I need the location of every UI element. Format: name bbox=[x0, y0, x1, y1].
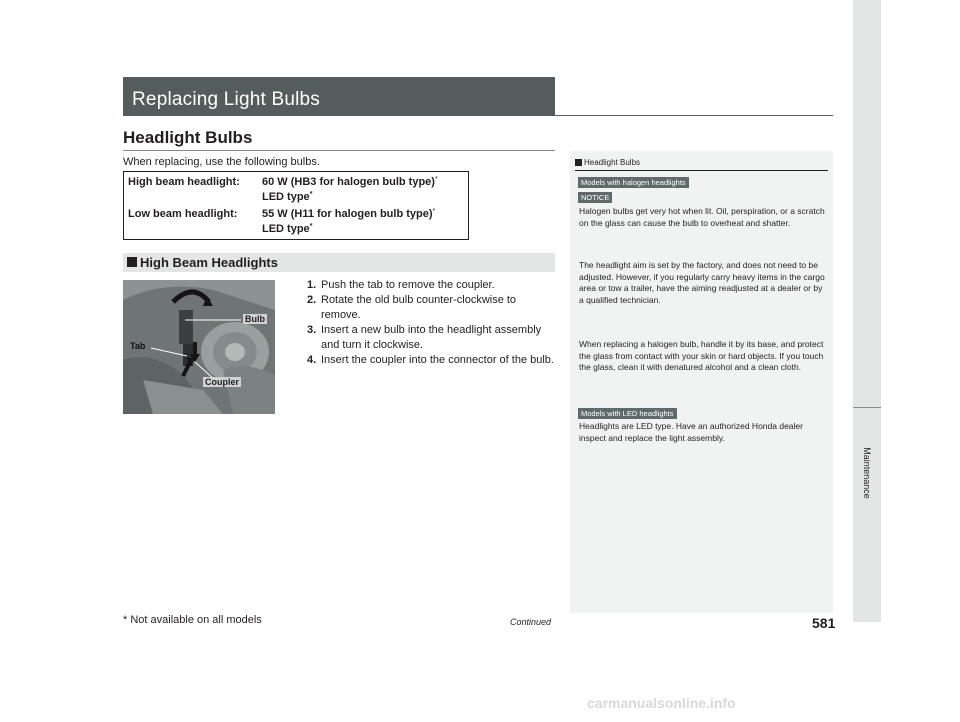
footnote-mark: * bbox=[309, 223, 313, 230]
bulb-value: 55 W (H11 for halogen bulb type) bbox=[262, 208, 433, 220]
bulb-value-led: LED type* bbox=[262, 191, 313, 203]
subsection-banner bbox=[123, 253, 555, 272]
side-paragraph: The headlight aim is set by the factory, and does not need to be adjusted. However, if you regularly carry heavy items in the cargo area or tow a trailer, have the aiming readjusted at a dealer or by a qualified technician. bbox=[579, 260, 825, 305]
step-item: 4. Insert the coupler into the connector of the bulb. bbox=[307, 354, 554, 366]
subsection-title: High Beam Headlights bbox=[140, 255, 278, 270]
bulb-label: High beam headlight: bbox=[128, 176, 240, 188]
footnote-mark: * bbox=[309, 191, 313, 198]
reference-icon bbox=[575, 159, 582, 166]
headlight-photo bbox=[123, 280, 275, 414]
label-coupler: Coupler bbox=[205, 377, 240, 387]
watermark: carmanualsonline.info bbox=[587, 695, 736, 711]
footnote-mark: * bbox=[434, 176, 438, 183]
chapter-tab-strip bbox=[853, 0, 881, 408]
bulb-spec-table bbox=[123, 171, 469, 240]
procedure-steps bbox=[307, 278, 555, 368]
section-banner bbox=[123, 77, 555, 116]
page-heading: Headlight Bulbs bbox=[123, 128, 253, 147]
label-tab: Tab bbox=[130, 341, 146, 351]
page-number: 581 bbox=[812, 615, 836, 631]
label-bulb: Bulb bbox=[245, 314, 265, 324]
bulb-row-low bbox=[128, 208, 435, 220]
step-item: 3. Insert a new bulb into the headlight assembly and turn it clockwise. bbox=[307, 324, 542, 351]
intro-text: When replacing, use the following bulbs. bbox=[123, 156, 320, 168]
footnote-mark: * bbox=[432, 208, 436, 215]
section-title: Replacing Light Bulbs bbox=[132, 89, 320, 110]
bulb-row-high bbox=[128, 176, 438, 188]
side-paragraph: Halogen bulbs get very hot when lit. Oil, perspiration, or a scratch on the glass can cause the bulb to overheat and shatter. bbox=[579, 206, 825, 228]
section-rule bbox=[555, 115, 833, 116]
side-note-rule bbox=[575, 170, 828, 171]
heading-rule bbox=[123, 150, 555, 151]
continued-label: Continued bbox=[510, 617, 552, 627]
section-square-icon bbox=[127, 257, 137, 267]
bulb-label: Low beam headlight: bbox=[128, 208, 238, 220]
tag-halogen-models: Models with halogen headlights bbox=[578, 177, 689, 188]
step-item: 1. Push the tab to remove the coupler. bbox=[307, 279, 495, 291]
step-item: 2. Rotate the old bulb counter-clockwise to remove. bbox=[307, 294, 517, 321]
chapter-tab-label: Maintenance bbox=[862, 447, 872, 499]
side-note-panel bbox=[570, 151, 833, 613]
side-paragraph: Headlights are LED type. Have an authorized Honda dealer inspect and replace the light assembly. bbox=[579, 421, 803, 443]
tag-led-models: Models with LED headlights bbox=[578, 408, 677, 419]
bulb-value: 60 W (HB3 for halogen bulb type) bbox=[262, 176, 435, 188]
bulb-value-led: LED type* bbox=[262, 223, 313, 235]
footnote: * Not available on all models bbox=[123, 614, 262, 626]
side-note-heading: Headlight Bulbs bbox=[575, 158, 640, 167]
notice-badge: NOTICE bbox=[578, 192, 612, 203]
engine-bay-illustration bbox=[123, 280, 275, 414]
side-paragraph: When replacing a halogen bulb, handle it by its base, and protect the glass from contact with your skin or hard objects. If you touch the glass, clean it with denatured alcohol and a clean cloth. bbox=[579, 339, 824, 372]
